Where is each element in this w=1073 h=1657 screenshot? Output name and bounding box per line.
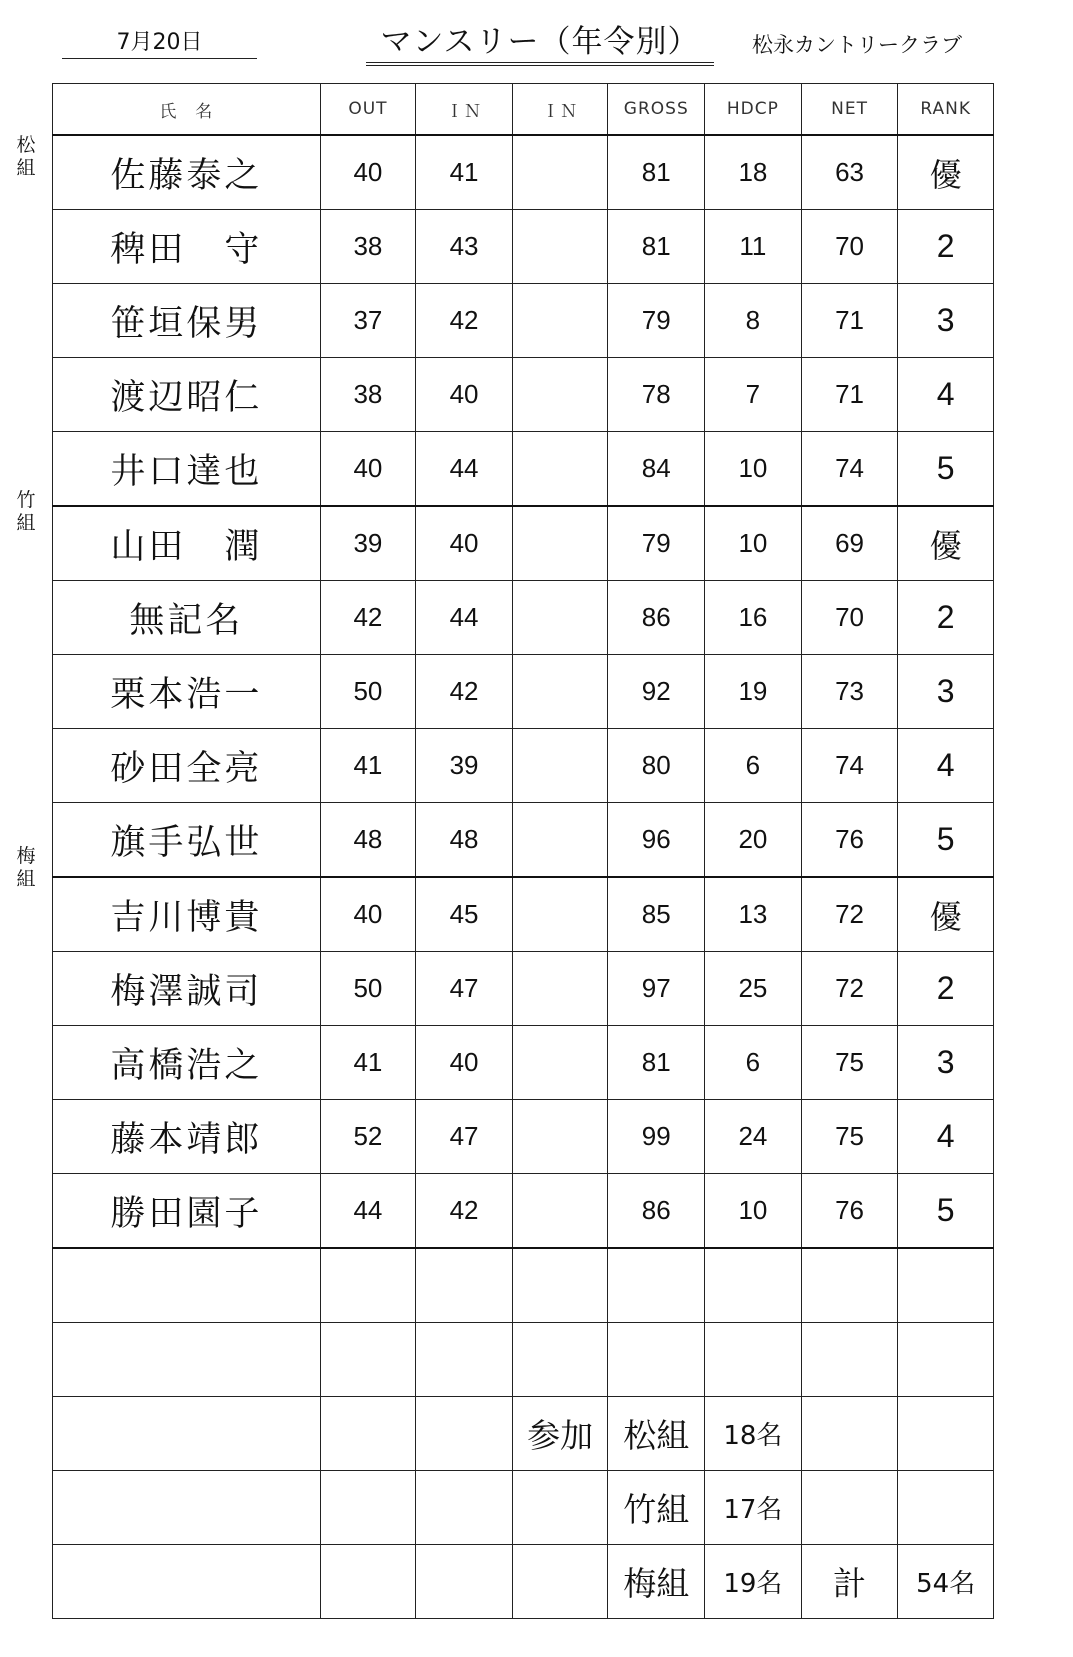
hdcp-value: 13	[705, 877, 802, 952]
rank-value: 3	[898, 655, 994, 729]
empty-cell	[898, 1397, 994, 1471]
net-score: 69	[801, 506, 898, 581]
player-name: 佐藤泰之	[53, 135, 321, 210]
in2-score	[512, 655, 608, 729]
player-name: 勝田園子	[53, 1174, 321, 1249]
empty-cell	[801, 1248, 898, 1323]
table-row	[53, 803, 994, 878]
empty-cell	[320, 1248, 416, 1323]
empty-cell	[512, 1248, 608, 1323]
net-score: 75	[801, 1026, 898, 1100]
group-label-text: 竹 組	[16, 489, 36, 534]
rank-value: 2	[898, 210, 994, 284]
rank-value: 3	[898, 284, 994, 358]
group-label-text: 松 組	[16, 134, 36, 179]
player-name: 吉川博貴	[53, 877, 321, 952]
hdcp-value: 24	[705, 1100, 802, 1174]
rank-value: 4	[898, 358, 994, 432]
net-score: 75	[801, 1100, 898, 1174]
gross-score: 79	[608, 284, 705, 358]
gross-score: 84	[608, 432, 705, 507]
rank-value: 5	[898, 803, 994, 878]
date-label: 7月20日	[62, 28, 257, 59]
score-table	[52, 83, 994, 1619]
in2-score	[512, 1026, 608, 1100]
in2-score	[512, 1174, 608, 1249]
rank-value: 3	[898, 1026, 994, 1100]
in-score: 43	[416, 210, 513, 284]
col-header-gross: GROSS	[608, 84, 705, 136]
empty-cell	[512, 1323, 608, 1397]
out-score: 50	[320, 952, 416, 1026]
hdcp-value: 6	[705, 1026, 802, 1100]
col-header-out: OUT	[320, 84, 416, 136]
summary-group-matsu: 松組	[608, 1397, 705, 1471]
gross-score: 86	[608, 1174, 705, 1249]
gross-score: 99	[608, 1100, 705, 1174]
out-score: 39	[320, 506, 416, 581]
player-name: 栗本浩一	[53, 655, 321, 729]
net-score: 71	[801, 358, 898, 432]
net-score: 76	[801, 1174, 898, 1249]
summary-row-take	[53, 1471, 994, 1545]
rank-value: 4	[898, 1100, 994, 1174]
hdcp-value: 20	[705, 803, 802, 878]
table-row	[53, 284, 994, 358]
out-score: 40	[320, 432, 416, 507]
table-row	[53, 135, 994, 210]
gross-score: 86	[608, 581, 705, 655]
net-score: 63	[801, 135, 898, 210]
summary-count-ume: 19名	[705, 1545, 802, 1619]
in-score: 48	[416, 803, 513, 878]
in-score: 42	[416, 655, 513, 729]
in2-score	[512, 135, 608, 210]
in2-score	[512, 803, 608, 878]
header-row	[53, 84, 994, 136]
table-row	[53, 1100, 994, 1174]
out-score: 37	[320, 284, 416, 358]
hdcp-value: 11	[705, 210, 802, 284]
page-title: マンスリー（年令別）	[366, 22, 714, 66]
hdcp-value: 6	[705, 729, 802, 803]
table-row	[53, 1174, 994, 1249]
participation-label: 参加	[512, 1397, 608, 1471]
out-score: 38	[320, 210, 416, 284]
net-score: 70	[801, 210, 898, 284]
player-name: 旗手弘世	[53, 803, 321, 878]
rank-value: 2	[898, 581, 994, 655]
player-name: 笹垣保男	[53, 284, 321, 358]
in2-score	[512, 432, 608, 507]
summary-row-matsu	[53, 1397, 994, 1471]
net-score: 71	[801, 284, 898, 358]
empty-cell	[320, 1323, 416, 1397]
in2-score	[512, 581, 608, 655]
empty-cell	[53, 1248, 321, 1323]
gross-score: 92	[608, 655, 705, 729]
player-name: 井口達也	[53, 432, 321, 507]
summary-group-ume: 梅組	[608, 1545, 705, 1619]
in-score: 47	[416, 952, 513, 1026]
table-row	[53, 432, 994, 507]
out-score: 48	[320, 803, 416, 878]
player-name: 藤本靖郎	[53, 1100, 321, 1174]
player-name: 砂田全亮	[53, 729, 321, 803]
out-score: 40	[320, 135, 416, 210]
empty-cell	[416, 1471, 513, 1545]
empty-cell	[320, 1545, 416, 1619]
in2-score	[512, 1100, 608, 1174]
table-row	[53, 952, 994, 1026]
in2-score	[512, 729, 608, 803]
summary-row-ume	[53, 1545, 994, 1619]
empty-row	[53, 1323, 994, 1397]
rank-value: 2	[898, 952, 994, 1026]
out-score: 38	[320, 358, 416, 432]
gross-score: 81	[608, 135, 705, 210]
in2-score	[512, 358, 608, 432]
in2-score	[512, 506, 608, 581]
gross-score: 96	[608, 803, 705, 878]
col-header-rank: RANK	[898, 84, 994, 136]
total-count: 54名	[898, 1545, 994, 1619]
out-score: 40	[320, 877, 416, 952]
table-row	[53, 581, 994, 655]
table-row	[53, 210, 994, 284]
rank-value: 優	[898, 877, 994, 952]
empty-cell	[898, 1248, 994, 1323]
in-score: 45	[416, 877, 513, 952]
table-row	[53, 506, 994, 581]
gross-score: 80	[608, 729, 705, 803]
empty-cell	[320, 1471, 416, 1545]
gross-score: 81	[608, 1026, 705, 1100]
table-row	[53, 655, 994, 729]
col-header-name: 氏 名	[53, 84, 321, 136]
empty-cell	[608, 1323, 705, 1397]
table-row	[53, 1026, 994, 1100]
in-score: 40	[416, 358, 513, 432]
in-score: 39	[416, 729, 513, 803]
club-name: 松永カントリークラブ	[752, 33, 962, 57]
group-label-ume	[8, 845, 44, 891]
hdcp-value: 10	[705, 432, 802, 507]
hdcp-value: 10	[705, 1174, 802, 1249]
rank-value: 優	[898, 135, 994, 210]
hdcp-value: 16	[705, 581, 802, 655]
in-score: 41	[416, 135, 513, 210]
out-score: 50	[320, 655, 416, 729]
empty-cell	[416, 1397, 513, 1471]
net-score: 70	[801, 581, 898, 655]
empty-cell	[416, 1545, 513, 1619]
in2-score	[512, 877, 608, 952]
empty-cell	[53, 1323, 321, 1397]
empty-cell	[705, 1248, 802, 1323]
empty-cell	[53, 1471, 321, 1545]
out-score: 41	[320, 729, 416, 803]
rank-value: 4	[898, 729, 994, 803]
hdcp-value: 7	[705, 358, 802, 432]
hdcp-value: 8	[705, 284, 802, 358]
total-label: 計	[801, 1545, 898, 1619]
in-score: 40	[416, 506, 513, 581]
group-label-take	[8, 489, 44, 535]
gross-score: 79	[608, 506, 705, 581]
gross-score: 78	[608, 358, 705, 432]
rank-value: 5	[898, 1174, 994, 1249]
player-name: 高橋浩之	[53, 1026, 321, 1100]
col-header-in: ＩＮ	[416, 84, 513, 136]
in-score: 40	[416, 1026, 513, 1100]
net-score: 74	[801, 432, 898, 507]
rank-value: 優	[898, 506, 994, 581]
player-name: 梅澤誠司	[53, 952, 321, 1026]
gross-score: 97	[608, 952, 705, 1026]
empty-cell	[512, 1471, 608, 1545]
hdcp-value: 18	[705, 135, 802, 210]
in2-score	[512, 952, 608, 1026]
empty-cell	[608, 1248, 705, 1323]
col-header-in-2: ＩＮ	[512, 84, 608, 136]
player-name: 稗田 守	[53, 210, 321, 284]
in-score: 42	[416, 1174, 513, 1249]
empty-cell	[801, 1397, 898, 1471]
summary-group-take: 竹組	[608, 1471, 705, 1545]
out-score: 52	[320, 1100, 416, 1174]
in-score: 42	[416, 284, 513, 358]
empty-cell	[801, 1471, 898, 1545]
empty-cell	[898, 1471, 994, 1545]
gross-score: 85	[608, 877, 705, 952]
player-name: 無記名	[53, 581, 321, 655]
hdcp-value: 25	[705, 952, 802, 1026]
gross-score: 81	[608, 210, 705, 284]
out-score: 41	[320, 1026, 416, 1100]
out-score: 44	[320, 1174, 416, 1249]
col-header-hdcp: HDCP	[705, 84, 802, 136]
player-name: 山田 潤	[53, 506, 321, 581]
in2-score	[512, 284, 608, 358]
summary-count-take: 17名	[705, 1471, 802, 1545]
empty-cell	[898, 1323, 994, 1397]
in-score: 44	[416, 581, 513, 655]
net-score: 72	[801, 952, 898, 1026]
summary-count-matsu: 18名	[705, 1397, 802, 1471]
net-score: 76	[801, 803, 898, 878]
rank-value: 5	[898, 432, 994, 507]
empty-cell	[53, 1545, 321, 1619]
net-score: 73	[801, 655, 898, 729]
table-row	[53, 358, 994, 432]
hdcp-value: 19	[705, 655, 802, 729]
in-score: 47	[416, 1100, 513, 1174]
net-score: 74	[801, 729, 898, 803]
net-score: 72	[801, 877, 898, 952]
empty-cell	[416, 1323, 513, 1397]
empty-cell	[512, 1545, 608, 1619]
in-score: 44	[416, 432, 513, 507]
out-score: 42	[320, 581, 416, 655]
col-header-net: NET	[801, 84, 898, 136]
empty-cell	[320, 1397, 416, 1471]
empty-cell	[801, 1323, 898, 1397]
group-label-text: 梅 組	[16, 845, 36, 890]
empty-cell	[416, 1248, 513, 1323]
empty-cell	[53, 1397, 321, 1471]
in2-score	[512, 210, 608, 284]
table-row	[53, 729, 994, 803]
empty-row	[53, 1248, 994, 1323]
table-row	[53, 877, 994, 952]
empty-cell	[705, 1323, 802, 1397]
player-name: 渡辺昭仁	[53, 358, 321, 432]
group-label-matsu	[8, 134, 44, 180]
hdcp-value: 10	[705, 506, 802, 581]
